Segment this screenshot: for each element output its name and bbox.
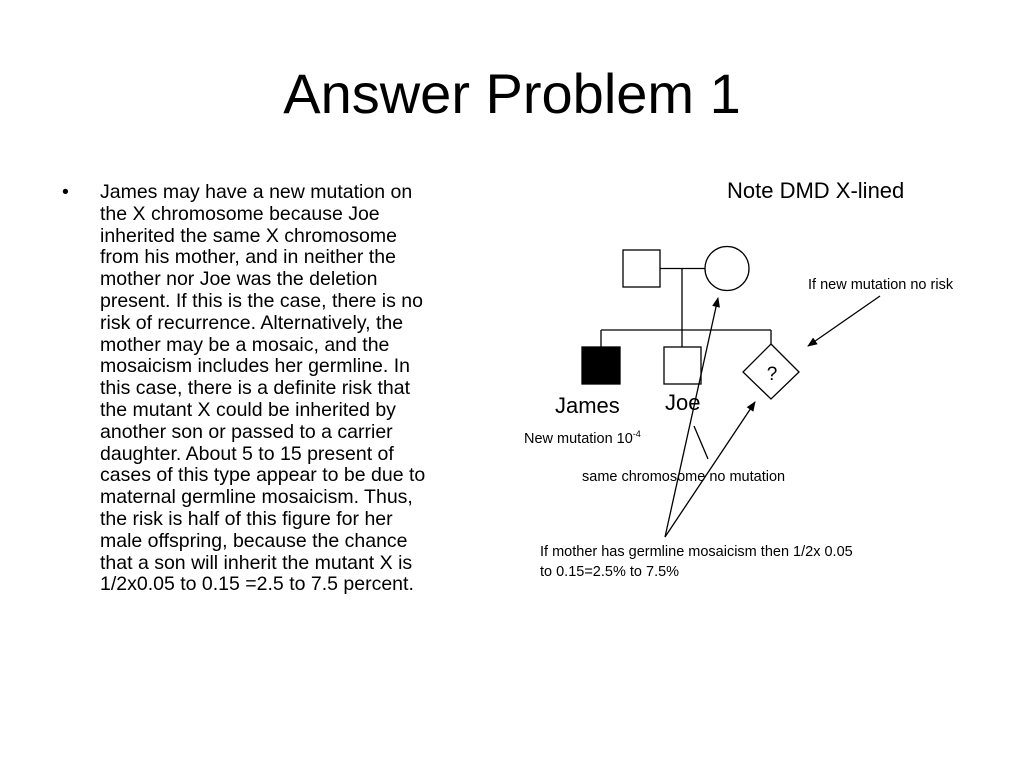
bullet-marker: •	[62, 181, 69, 203]
mosaicism-note-line: If mother has germline mosaicism then 1/2x 0.05	[540, 544, 853, 560]
slide-title: Answer Problem 1	[283, 62, 741, 125]
dmd-note: Note DMD X-lined	[727, 178, 905, 203]
explanation-line: the mutant X could be inherited by	[100, 398, 396, 421]
mosaicism-note-line: to 0.15=2.5% to 7.5%	[540, 564, 680, 580]
explanation-line: from his mother, and in neither the	[100, 246, 396, 269]
explanation-line: the risk is half of this figure for her	[100, 507, 393, 530]
explanation-line: present. If this is the case, there is no	[100, 289, 423, 312]
no-risk-note: If new mutation no risk	[808, 277, 954, 293]
same-chromosome-pointer	[694, 426, 708, 459]
new-mutation-text: New mutation 10	[524, 430, 633, 447]
explanation-line: James may have a new mutation on	[100, 181, 413, 203]
joe-label: Joe	[665, 390, 701, 415]
new-mutation-exponent: -4	[632, 429, 641, 439]
mosaicism-note	[540, 542, 853, 582]
explanation-line: that a son will inherit the mutant X is	[100, 551, 413, 574]
explanation-line: risk of recurrence. Alternatively, the	[100, 311, 404, 334]
explanation-line: the X chromosome because Joe	[100, 202, 380, 225]
unknown-symbol: ?	[766, 364, 778, 385]
explanation-line: mosaicism includes her germline. In	[100, 355, 410, 378]
explanation-line: inherited the same X chromosome	[100, 224, 397, 247]
explanation-line: male offspring, because the chance	[100, 529, 408, 552]
no-risk-arrow	[808, 296, 880, 346]
james-affected-square	[582, 347, 620, 384]
explanation-line: this case, there is a definite risk that	[100, 377, 410, 400]
explanation-line: maternal germline mosaicism. Thus,	[100, 486, 413, 509]
explanation-line: cases of this type appear to be due to	[100, 464, 426, 487]
joe-square	[664, 347, 701, 384]
same-chromosome-note: same chromosome no mutation	[582, 469, 786, 485]
explanation-line: 1/2x0.05 to 0.15 =2.5 to 7.5 percent.	[100, 573, 414, 596]
mother-circle	[705, 247, 749, 291]
explanation-line: mother nor Joe was the deletion	[100, 268, 378, 291]
explanation-line: daughter. About 5 to 15 present of	[100, 442, 394, 465]
explanation-line: another son or passed to a carrier	[100, 420, 393, 443]
explanation-line: mother may be a mosaic, and the	[100, 333, 390, 356]
james-label: James	[555, 393, 620, 418]
new-mutation-note	[524, 429, 641, 447]
father-square	[623, 250, 660, 287]
mother-mosaic-arrow	[665, 298, 718, 537]
